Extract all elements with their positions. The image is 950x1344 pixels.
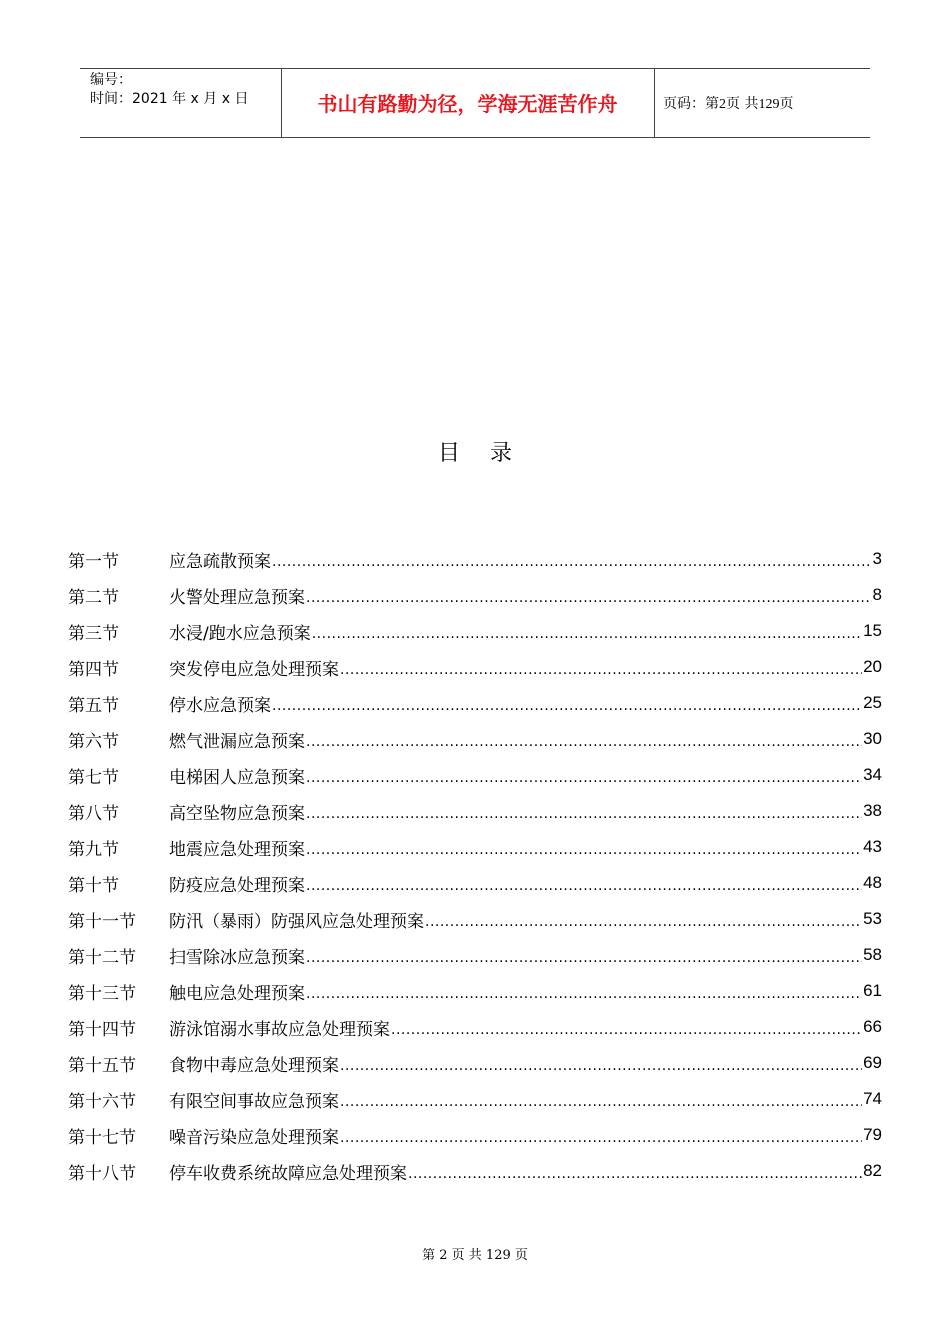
toc-section-title: 水浸/跑水应急预案 bbox=[169, 623, 311, 644]
toc-page-number: 43 bbox=[863, 837, 882, 856]
toc-section-title: 停水应急预案 bbox=[169, 695, 271, 716]
toc-entry[interactable] bbox=[68, 829, 882, 865]
page-current: 2 bbox=[719, 97, 726, 112]
toc-section-title: 燃气泄漏应急预案 bbox=[169, 731, 305, 752]
page-header bbox=[80, 68, 870, 138]
toc-entry[interactable] bbox=[68, 721, 882, 757]
toc-page-number: 8 bbox=[872, 585, 882, 604]
toc-section-number: 第十四节 bbox=[68, 1019, 136, 1040]
toc-dot-leader bbox=[340, 657, 862, 677]
toc-entry[interactable] bbox=[68, 541, 882, 577]
toc-entry[interactable] bbox=[68, 1081, 882, 1117]
toc-section-title: 电梯困人应急预案 bbox=[169, 767, 305, 788]
toc-page-number: 58 bbox=[863, 945, 882, 964]
toc-section-number: 第三节 bbox=[68, 623, 119, 644]
page-suffix: 页 bbox=[779, 96, 794, 112]
toc-dot-leader bbox=[391, 1017, 862, 1037]
toc-section-title: 有限空间事故应急预案 bbox=[169, 1091, 339, 1112]
page-footer: 第 2 页 共 129 页 bbox=[422, 1248, 528, 1263]
toc-entry[interactable] bbox=[68, 1045, 882, 1081]
page-prefix: 页码：第 bbox=[663, 96, 719, 112]
toc-dot-leader bbox=[306, 873, 862, 893]
toc-section-number: 第六节 bbox=[68, 731, 119, 752]
toc-page-number: 69 bbox=[863, 1053, 882, 1072]
toc-section-number: 第九节 bbox=[68, 839, 119, 860]
toc-entry[interactable] bbox=[68, 577, 882, 613]
toc-section-title: 扫雪除冰应急预案 bbox=[169, 947, 305, 968]
toc-entry[interactable] bbox=[68, 937, 882, 973]
toc-page-number: 61 bbox=[863, 981, 882, 1000]
toc-dot-leader bbox=[272, 693, 862, 713]
toc-section-number: 第十三节 bbox=[68, 983, 136, 1004]
toc-section-title: 游泳馆溺水事故应急处理预案 bbox=[169, 1019, 390, 1040]
toc-entry[interactable] bbox=[68, 1009, 882, 1045]
toc-section-title: 地震应急处理预案 bbox=[169, 839, 305, 860]
toc-dot-leader bbox=[306, 945, 862, 965]
toc-section-number: 第五节 bbox=[68, 695, 119, 716]
toc-page-number: 3 bbox=[872, 549, 882, 568]
page-mid: 页 共 bbox=[726, 96, 759, 112]
toc-section-number: 第十一节 bbox=[68, 911, 136, 932]
toc-dot-leader bbox=[306, 837, 862, 857]
header-page-cell bbox=[655, 69, 870, 137]
toc-page-number: 34 bbox=[863, 765, 882, 784]
toc-page-number: 79 bbox=[863, 1125, 882, 1144]
toc-page-number: 38 bbox=[863, 801, 882, 820]
toc-entry[interactable] bbox=[68, 1153, 882, 1189]
toc-section-number: 第七节 bbox=[68, 767, 119, 788]
toc-section-title: 防汛（暴雨）防强风应急处理预案 bbox=[169, 911, 424, 932]
header-meta-cell bbox=[80, 69, 282, 137]
toc-dot-leader bbox=[272, 549, 872, 569]
toc-section-number: 第十六节 bbox=[68, 1091, 136, 1112]
toc-section-number: 第十二节 bbox=[68, 947, 136, 968]
toc-section-title: 高空坠物应急预案 bbox=[169, 803, 305, 824]
toc-section-title: 突发停电应急处理预案 bbox=[169, 659, 339, 680]
toc-section-title: 火警处理应急预案 bbox=[169, 587, 305, 608]
header-page-info bbox=[663, 95, 793, 114]
toc-entry[interactable] bbox=[68, 1117, 882, 1153]
toc-page-number: 20 bbox=[863, 657, 882, 676]
toc-page-number: 25 bbox=[863, 693, 882, 712]
toc-section-number: 第十节 bbox=[68, 875, 119, 896]
toc-section-number: 第八节 bbox=[68, 803, 119, 824]
toc-dot-leader bbox=[306, 801, 862, 821]
toc-dot-leader bbox=[340, 1089, 862, 1109]
toc-section-number: 第一节 bbox=[68, 551, 119, 572]
toc-dot-leader bbox=[312, 621, 862, 641]
toc-entry[interactable] bbox=[68, 865, 882, 901]
toc-entry[interactable] bbox=[68, 613, 882, 649]
toc-entry[interactable] bbox=[68, 685, 882, 721]
toc-page-number: 48 bbox=[863, 873, 882, 892]
number-label: 编号： bbox=[90, 72, 132, 88]
time-label: 时间：2021 年 x 月 x 日 bbox=[90, 91, 249, 107]
toc-page-number: 15 bbox=[863, 621, 882, 640]
toc-section-number: 第十八节 bbox=[68, 1163, 136, 1184]
toc-dot-leader bbox=[340, 1053, 862, 1073]
toc-dot-leader bbox=[306, 981, 862, 1001]
toc-section-number: 第十七节 bbox=[68, 1127, 136, 1148]
toc-section-title: 噪音污染应急处理预案 bbox=[169, 1127, 339, 1148]
toc-section-number: 第四节 bbox=[68, 659, 119, 680]
toc-page-number: 82 bbox=[863, 1161, 882, 1180]
toc-section-number: 第十五节 bbox=[68, 1055, 136, 1076]
toc-page-number: 30 bbox=[863, 729, 882, 748]
toc-section-title: 触电应急处理预案 bbox=[169, 983, 305, 1004]
toc-section-title: 防疫应急处理预案 bbox=[169, 875, 305, 896]
toc-dot-leader bbox=[306, 729, 862, 749]
toc-page-number: 74 bbox=[863, 1089, 882, 1108]
toc-title: 目录 bbox=[437, 441, 542, 466]
header-motto-cell bbox=[281, 69, 655, 137]
toc-page-number: 66 bbox=[863, 1017, 882, 1036]
table-of-contents bbox=[68, 541, 882, 1189]
toc-dot-leader bbox=[408, 1161, 862, 1181]
toc-dot-leader bbox=[306, 765, 862, 785]
toc-section-title: 食物中毒应急处理预案 bbox=[169, 1055, 339, 1076]
page-total: 129 bbox=[758, 97, 780, 112]
toc-entry[interactable] bbox=[68, 757, 882, 793]
toc-entry[interactable] bbox=[68, 901, 882, 937]
toc-dot-leader bbox=[340, 1125, 862, 1145]
toc-entry[interactable] bbox=[68, 973, 882, 1009]
toc-section-number: 第二节 bbox=[68, 587, 119, 608]
toc-page-number: 53 bbox=[863, 909, 882, 928]
toc-dot-leader bbox=[306, 585, 872, 605]
toc-dot-leader bbox=[425, 909, 862, 929]
toc-entry[interactable] bbox=[68, 649, 882, 685]
toc-section-title: 应急疏散预案 bbox=[169, 551, 271, 572]
toc-entry[interactable] bbox=[68, 793, 882, 829]
motto: 书山有路勤为径，学海无涯苦作舟 bbox=[317, 92, 618, 116]
toc-section-title: 停车收费系统故障应急处理预案 bbox=[169, 1163, 407, 1184]
